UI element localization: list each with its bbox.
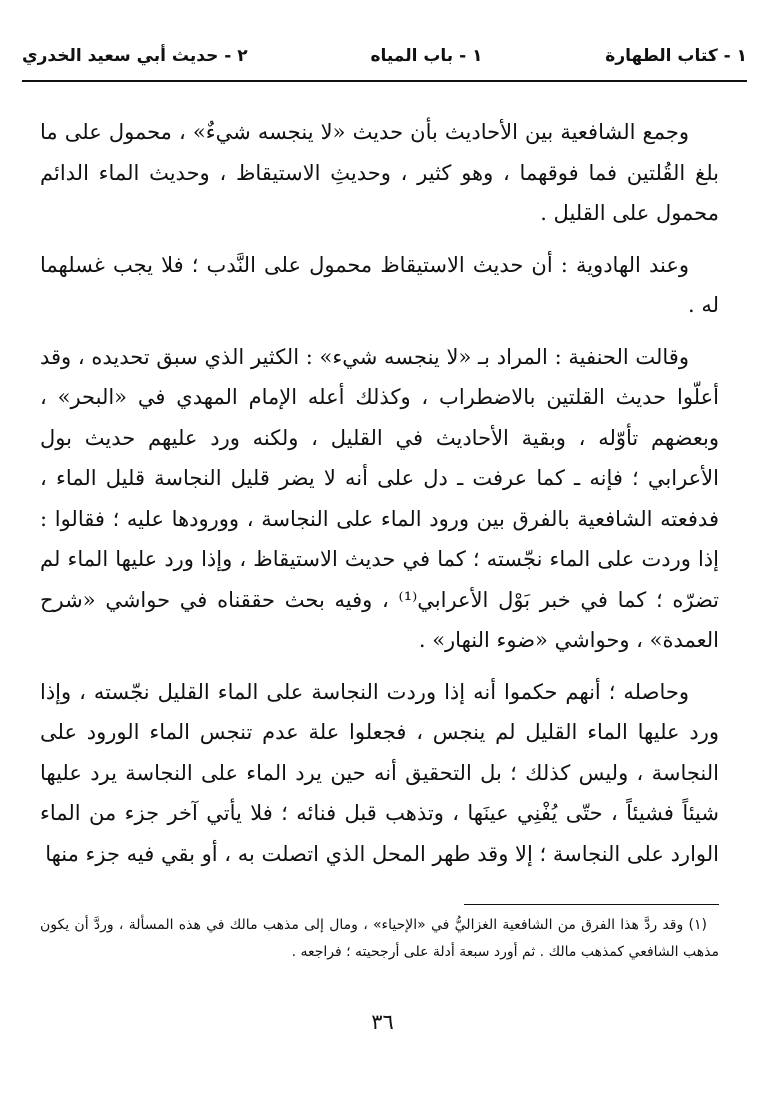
header-divider — [22, 80, 747, 82]
footnote-divider — [464, 904, 719, 905]
paragraph: وجمع الشافعية بين الأحاديث بأن حديث «لا ينجسه شيءٌ» ، محمول على ما بلغ القُلتين فما فوقهما ، وهو كثير ، وحديثِ الاستيقاظ ، وحديث الماء الدائم محمول على القليل . — [40, 120, 719, 225]
footnote-block — [40, 912, 719, 966]
paragraph: وقالت الحنفية : المراد بـ «لا ينجسه شيء» : الكثير الذي سبق تحديده ، وقد أعلّوا حديث القلتين بالاضطراب ، وكذلك أعله الإمام المهدي في «البحر» ، وبعضهم تأوّله ، وبقية الأحاديث في القليل ، ولكنه ورد عليهم حديث بول الأعرابي ؛ فإنه ـ كما عرفت ـ دل على أنه لا يضر قليل النجاسة قليل الماء ، فدفعته الشافعية بالفرق بين ورود الماء على النجاسة ، وورودها عليه ؛ فقالوا : إذا وردت على الماء نجّسته ؛ كما في حديث الاستيقاظ ، وإذا ورد عليها الماء لم تضرّه ؛ كما في خبر بَوْل الأعرابي⁽¹⁾ ، وفيه بحث حققناه في حواشي «شرح العمدة» ، وحواشي «ضوء النهار» . — [40, 344, 719, 652]
main-text — [40, 112, 719, 885]
header-chapter: ١ - كتاب الطهارة — [605, 46, 747, 66]
page-number: ٣٦ — [371, 1010, 394, 1034]
running-header — [22, 34, 747, 78]
header-section: ١ - باب المياه — [370, 46, 483, 66]
paragraph: وحاصله ؛ أنهم حكموا أنه إذا وردت النجاسة على الماء القليل نجّسته ، وإذا ورد عليها الماء القليل لم ينجس ، فجعلوا علة عدم تنجس الماء الورود على النجاسة ، وليس كذلك ؛ بل التحقيق أنه حين يرد الماء على النجاسة يرد عليها شيئاً فشيئاً ، حتّى يُفْنِي عينَها ، وتذهب قبل فنائه ؛ فلا يأتي آخر جزء من الماء الوارد على النجاسة ؛ إلا وقد طهر المحل الذي اتصلت به ، أو بقي فيه جزء منها — [40, 679, 719, 866]
header-hadith: ٢ - حديث أبي سعيد الخدري — [22, 46, 248, 66]
paragraph: وعند الهادوية : أن حديث الاستيقاظ محمول على النَّدب ؛ فلا يجب غسلهما له . — [40, 252, 719, 317]
footnote-text: (١) وقد ردَّ هذا الفرق من الشافعية الغزاليُّ في «الإحياء» ، ومال إلى مذهب مالك في هذه المسألة ، وردَّ أن يكون مذهب الشافعي كمذهب مالك . ثم أورد سبعة أدلة على أرجحيته ؛ فراجعه . — [40, 917, 719, 960]
